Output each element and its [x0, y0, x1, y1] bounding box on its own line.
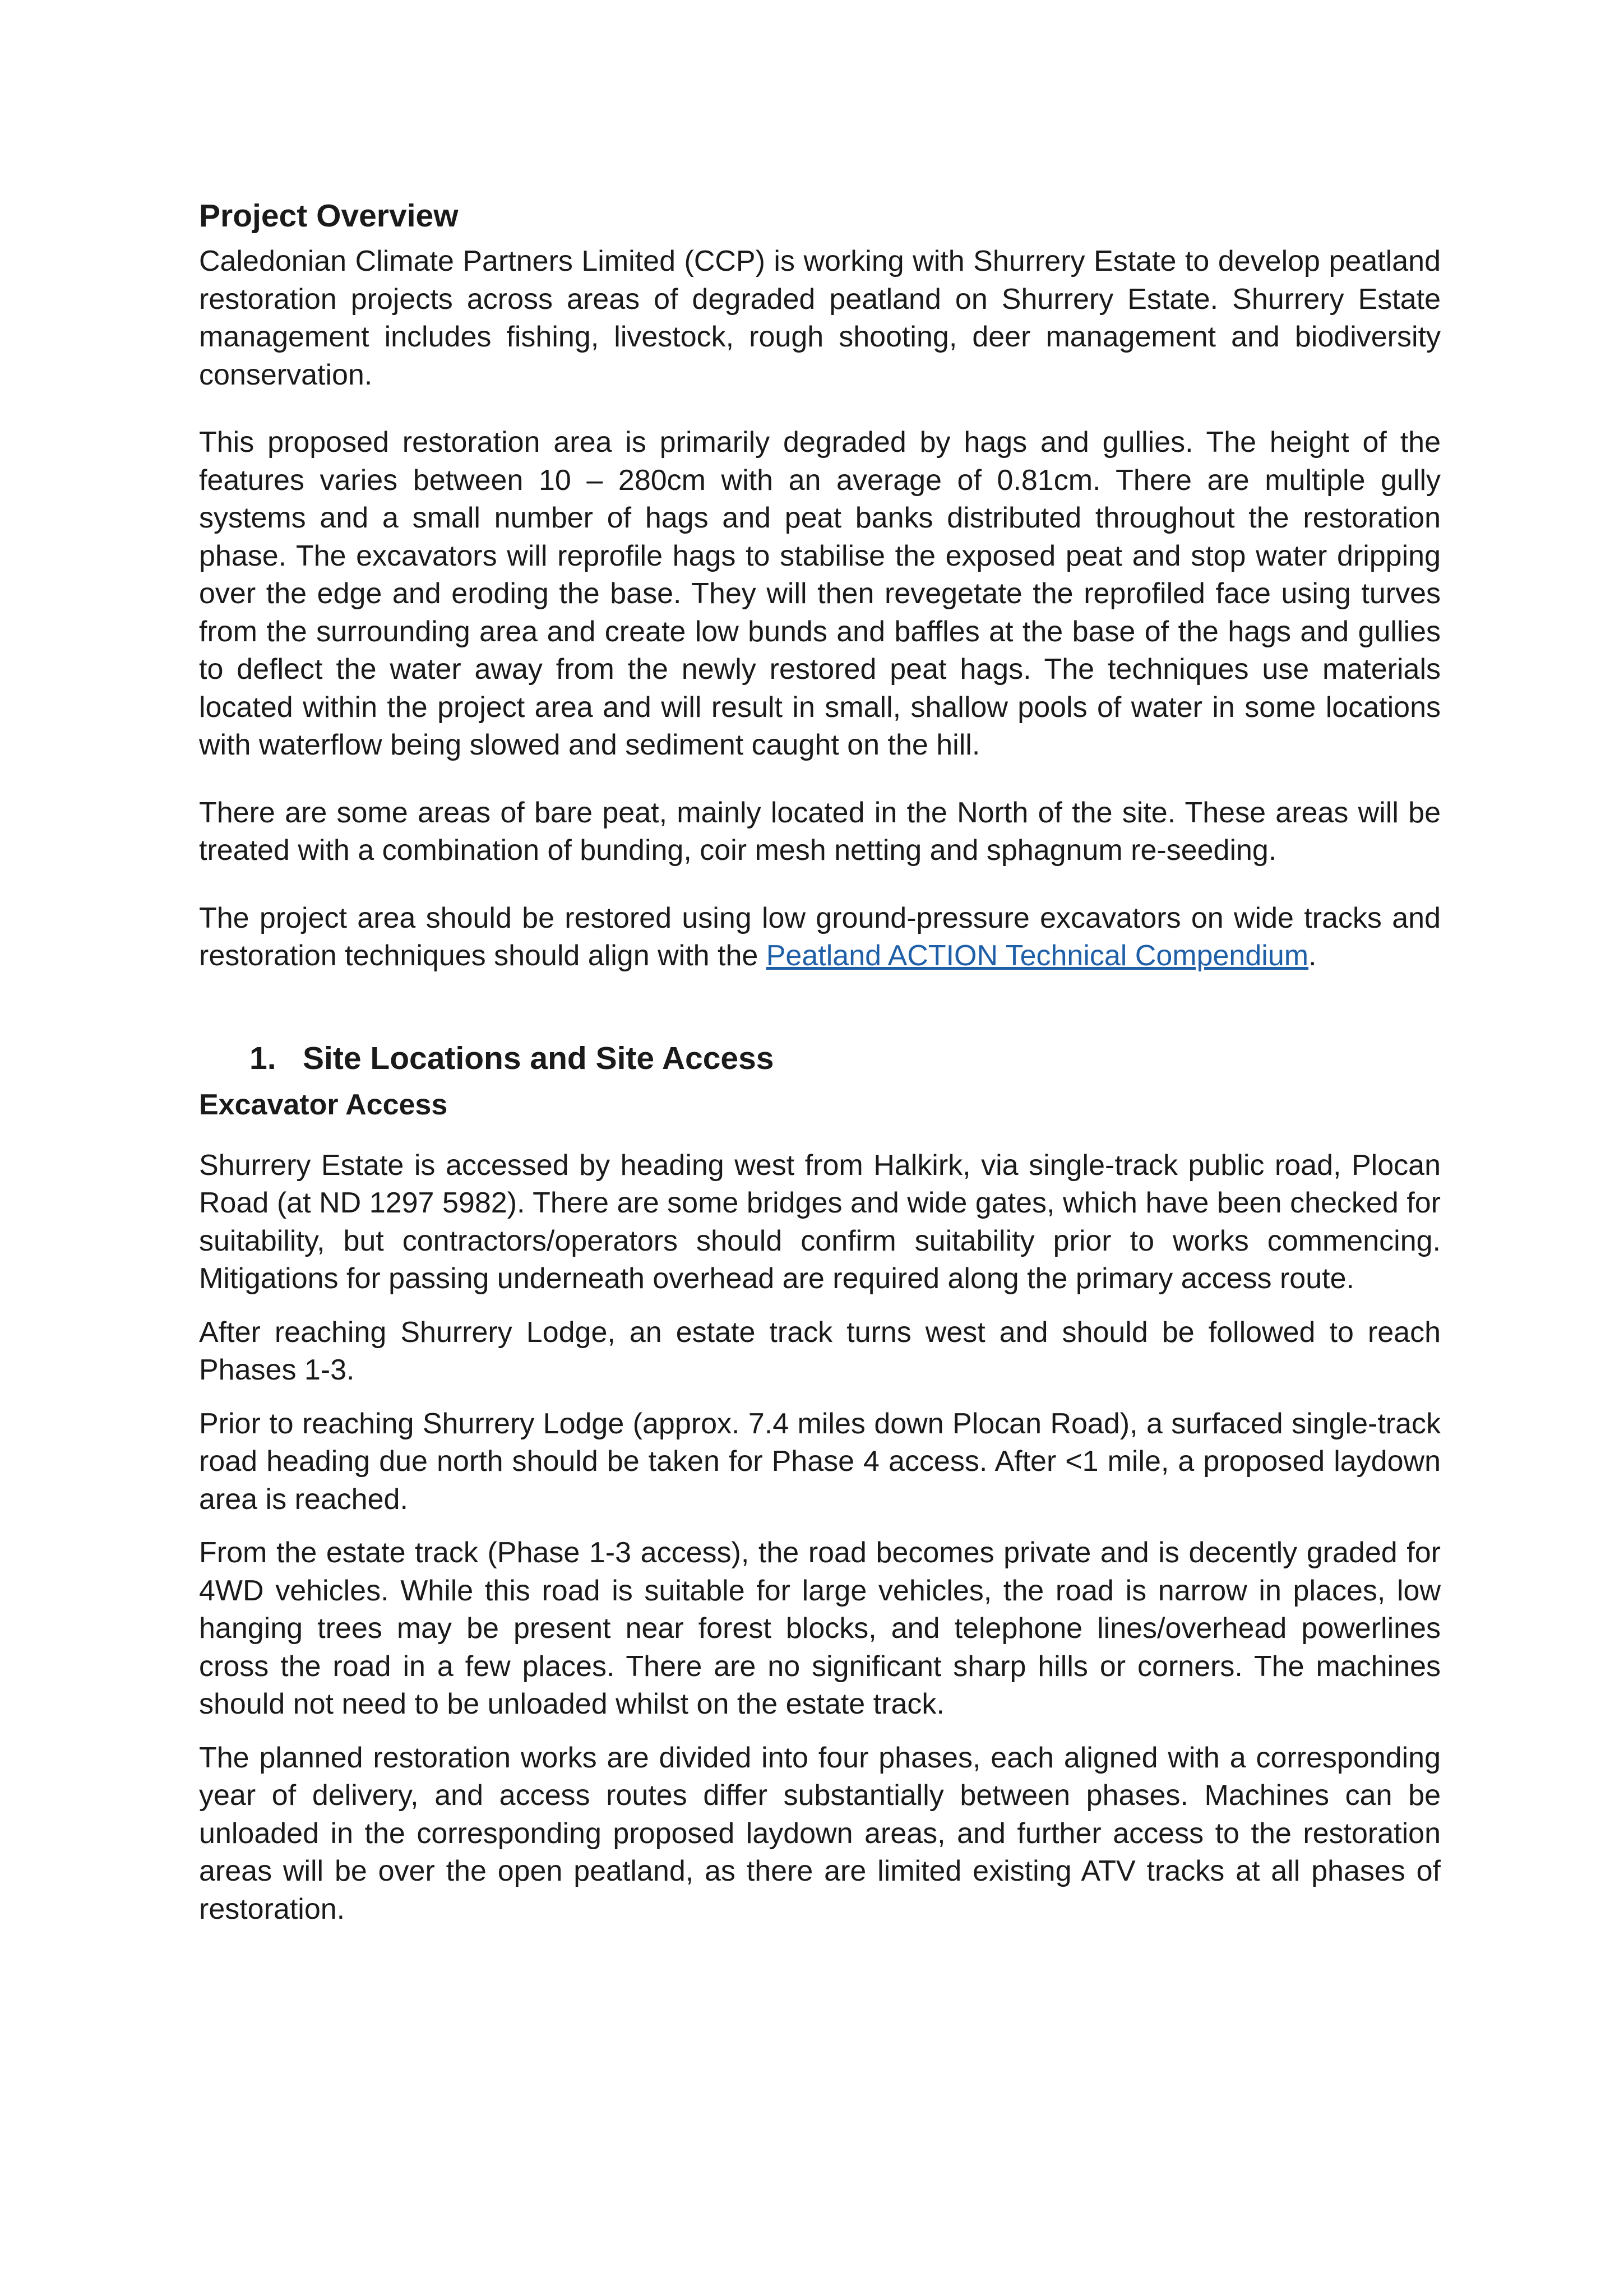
access-paragraph-3: Prior to reaching Shurrery Lodge (approx. 7.4 miles down Plocan Road), a surfaced single-track road heading due north should be taken for Phase 4 access. After <1 mile, a proposed laydown area is reached.: [199, 1407, 1441, 1516]
document-page: [199, 193, 1441, 1944]
access-paragraph-1: Shurrery Estate is accessed by heading west from Halkirk, via single-track public road, Plocan Road (at ND 1297 5982). There are some bridges and wide gates, which have been checked for suitability, but contractors/operators should confirm suitability prior to works commencing. Mitigations for passing underneath overhead are required along the primary access route.: [199, 1149, 1441, 1295]
access-paragraph-2: After reaching Shurrery Lodge, an estate track turns west and should be followed to reach Phases 1-3.: [199, 1316, 1441, 1386]
overview-paragraph-1: Caledonian Climate Partners Limited (CCP) is working with Shurrery Estate to develop peatland restoration projects across areas of degraded peatland on Shurrery Estate. Shurrery Estate management includes fishing, livestock, rough shooting, deer management and biodiversity conservation.: [199, 245, 1441, 391]
section-title: Site Locations and Site Access: [303, 1040, 774, 1076]
access-paragraph-5: The planned restoration works are divided into four phases, each aligned with a corresponding year of delivery, and access routes differ substantially between phases. Machines can be unloaded in the corresponding proposed laydown areas, and further access to the restoration areas will be over the open peatland, as there are limited existing ATV tracks at all phases of restoration.: [199, 1741, 1441, 1925]
excavator-access-subheading: Excavator Access: [199, 1088, 448, 1121]
access-paragraph-4: From the estate track (Phase 1-3 access), the road becomes private and is decently graded for 4WD vehicles. While this road is suitable for large vehicles, the road is narrow in places, low hanging trees may be present near forest blocks, and telephone lines/overhead powerlines cross the road in a few places. There are no significant sharp hills or corners. The machines should not need to be unloaded whilst on the estate track.: [199, 1536, 1441, 1720]
overview-paragraph-4-end: .: [1308, 939, 1317, 972]
project-overview-heading: Project Overview: [199, 198, 459, 234]
section-number: 1.: [249, 1040, 276, 1076]
section-1-heading: [249, 1036, 1441, 1081]
overview-paragraph-3: There are some areas of bare peat, mainly located in the North of the site. These areas will be treated with a combination of bunding, coir mesh netting and sphagnum re-seeding.: [199, 796, 1441, 867]
overview-paragraph-4-text: The project area should be restored using low ground-pressure excavators on wide tracks and restoration techniques should align with the: [199, 901, 1441, 972]
overview-paragraph-2: This proposed restoration area is primarily degraded by hags and gullies. The height of the features varies between 10 – 280cm with an average of 0.81cm. There are multiple gully systems and a small number of hags and peat banks distributed throughout the restoration phase. The excavators will reprofile hags to stabilise the exposed peat and stop water dripping over the edge and eroding the base. They will then revegetate the reprofiled face using turves from the surrounding area and create low bunds and baffles at the base of the hags and gullies to deflect the water away from the newly restored peat hags. The techniques use materials located within the project area and will result in small, shallow pools of water in some locations with waterflow being slowed and sediment caught on the hill.: [199, 426, 1441, 761]
technical-compendium-link[interactable]: Peatland ACTION Technical Compendium: [766, 939, 1309, 972]
overview-paragraph-4: [199, 900, 1441, 975]
